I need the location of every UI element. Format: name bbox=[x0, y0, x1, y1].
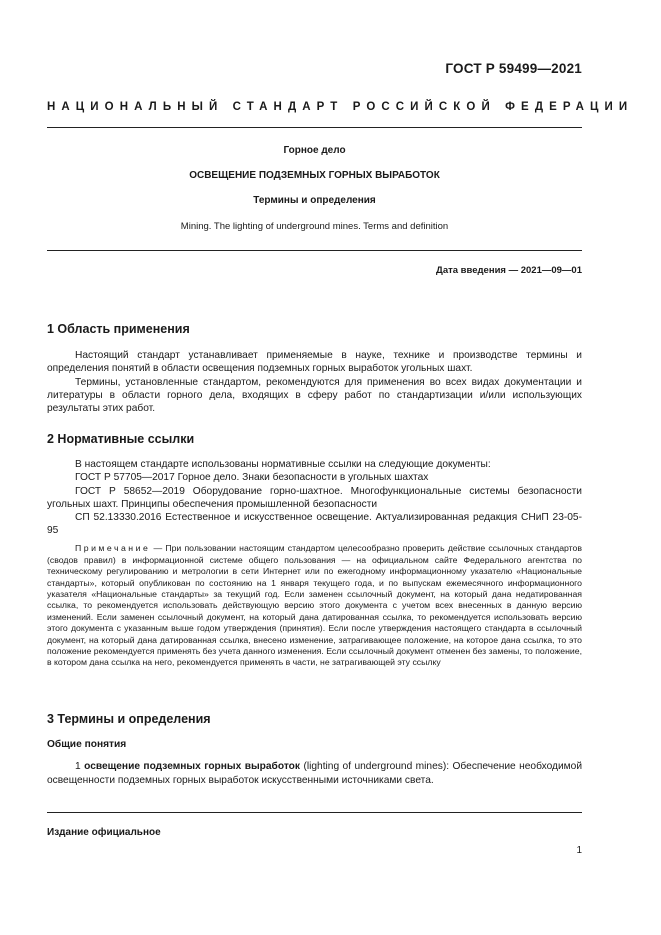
doc-code: ГОСТ Р 59499—2021 bbox=[445, 61, 582, 76]
title-main: ОСВЕЩЕНИЕ ПОДЗЕМНЫХ ГОРНЫХ ВЫРАБОТОК bbox=[189, 170, 440, 181]
section-1 bbox=[47, 323, 582, 415]
section-1-heading: 1 Область применения bbox=[47, 322, 190, 336]
term-definition: (lighting of underground mines): Обеспечение необходимой освещенности подземных горных выработок искусственными источниками света. bbox=[47, 761, 583, 786]
title-category: Горное дело bbox=[283, 145, 346, 156]
section-1-paragraph: Термины, установленные стандартом, рекомендуются для применения во всех видах документации и литературы в области горного дела, входящих в сферу работ по стандартизации и/или использующих результаты этих работ. bbox=[47, 376, 582, 415]
title-rule bbox=[47, 250, 582, 251]
section-2-intro: В настоящем стандарте использованы нормативные ссылки на следующие документы: bbox=[75, 459, 491, 471]
normative-reference: СП 52.13330.2016 Естественное и искусственное освещение. Актуализированная редакция СНиП 23-05-95 bbox=[47, 512, 582, 537]
note-label: Примечание bbox=[75, 543, 151, 554]
title-english: Mining. The lighting of underground mines. Terms and definition bbox=[180, 221, 449, 232]
note-text: — При пользовании настоящим стандартом целесообразно проверить действие ссылочных стандартов (сводов правил) в информационной системе общего пользования — на официальном сайте Федерального агентства по техническому регулированию и метрологии в сети Интернет или по ежегодному информационному указателю «Национальные стандарты», который опубликован по состоянию на 1 января текущего года, и по выпускам ежемесячного информационного указателя «Национальные стандарты» за текущий год. Если заменен ссылочный документ, на который дана недатированная ссылка, то рекомендуется использовать действующую версию этого документа с учетом всех внесенных в данную версию изменений. Если заменен ссылочный документ, на который дана датированная ссылка, то рекомендуется использовать версию этого документа с указанным выше годом утверждения (принятия). Если после утверждения настоящего стандарта в ссылочный документ, на который дана датированная ссылка, внесено изменение, затрагивающее положение, на которое дана ссылка, то это положение рекомендуется применять без учета данного изменения. Если ссылочный документ отменен без замены, то положение, в котором дана ссылка на него, рекомендуется применять в части, не затрагивающей эту ссылку bbox=[47, 543, 582, 668]
normative-reference: ГОСТ Р 58652—2019 Оборудование горно-шахтное. Многофункциональные системы безопасности угольных шахт. Принципы обеспечения промышленной безопасности bbox=[47, 485, 582, 510]
national-standard-heading: НАЦИОНАЛЬНЫЙ СТАНДАРТ РОССИЙСКОЙ ФЕДЕРАЦИИ bbox=[47, 101, 634, 113]
term-name: освещение подземных горных выработок bbox=[84, 761, 301, 773]
header-rule bbox=[47, 127, 582, 128]
title-sub: Термины и определения bbox=[253, 195, 376, 206]
term-entry bbox=[47, 760, 582, 786]
section-3-heading: 3 Термины и определения bbox=[47, 712, 211, 726]
section-2-heading: 2 Нормативные ссылки bbox=[47, 432, 195, 446]
intro-date: Дата введения — 2021—09—01 bbox=[436, 265, 582, 276]
section-2 bbox=[47, 433, 582, 669]
term-number: 1 bbox=[75, 761, 85, 773]
section-3 bbox=[47, 713, 582, 787]
note-paragraph bbox=[47, 543, 582, 668]
section-3-subheading: Общие понятия bbox=[47, 739, 127, 751]
page-number: 1 bbox=[576, 845, 582, 856]
footer-rule bbox=[47, 812, 582, 813]
section-1-paragraph: Настоящий стандарт устанавливает применяемые в науке, технике и производстве термины и определения понятий в области освещения подземных горных выработок угольных шахт. bbox=[47, 350, 582, 375]
normative-reference: ГОСТ Р 57705—2017 Горное дело. Знаки безопасности в угольных шахтах bbox=[75, 472, 429, 484]
edition-label: Издание официальное bbox=[47, 827, 161, 838]
